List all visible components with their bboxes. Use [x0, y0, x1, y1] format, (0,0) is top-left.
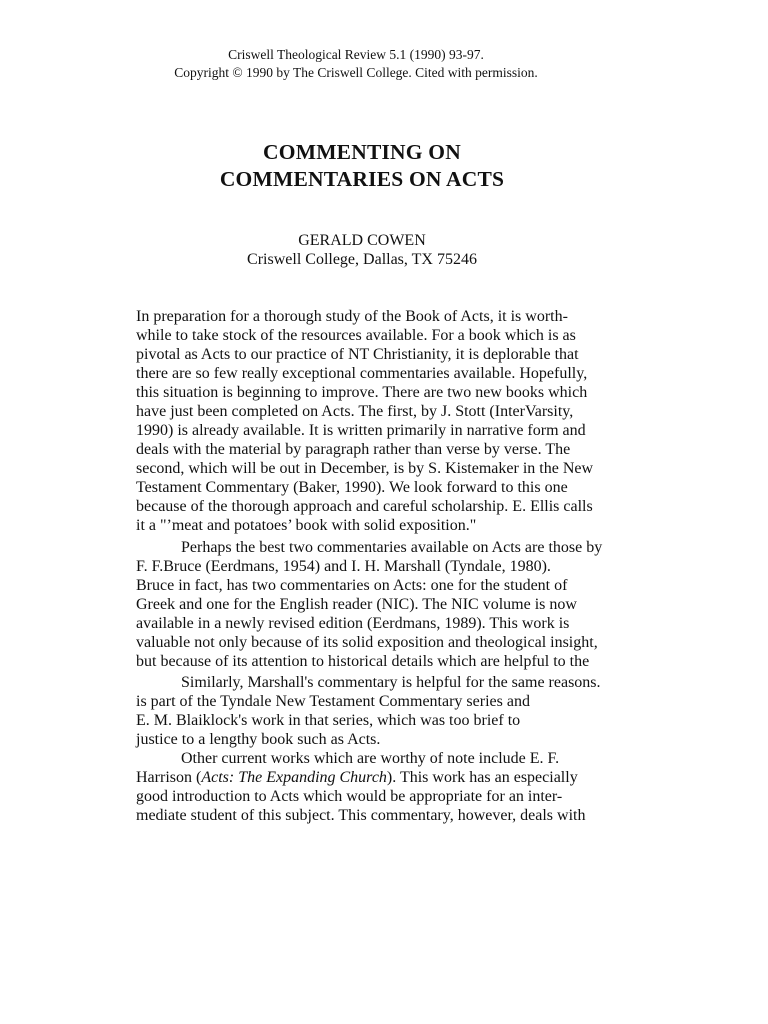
body-line: Bruce in fact, has two commentaries on Acts: one for the student of	[136, 577, 568, 594]
copyright-line: Copyright © 1990 by The Criswell College. Cited with permission.	[174, 65, 538, 80]
body-line: deals with the material by paragraph rather than verse by verse. The	[136, 441, 571, 458]
body-line: there are so few really exceptional commentaries available. Hopefully,	[136, 365, 588, 382]
body-line: F. F.Bruce (Eerdmans, 1954) and I. H. Marshall (Tyndale, 1980).	[136, 558, 551, 575]
citation-line: Criswell Theological Review 5.1 (1990) 93-97.	[228, 47, 484, 62]
body-line: Perhaps the best two commentaries available on Acts are those by	[181, 539, 603, 556]
body-line: because of the thorough approach and careful scholarship. E. Ellis calls	[136, 498, 593, 515]
body-line: justice to a lengthy book such as Acts.	[136, 731, 381, 748]
body-line: is part of the Tyndale New Testament Commentary series and	[136, 693, 530, 710]
body-line: mediate student of this subject. This commentary, however, deals with	[136, 807, 586, 824]
body-line: available in a newly revised edition (Eerdmans, 1989). This work is	[136, 615, 570, 632]
harrison-before: Harrison (	[136, 769, 202, 786]
body-line: second, which will be out in December, is by S. Kistemaker in the New	[136, 460, 594, 477]
body-line: Greek and one for the English reader (NIC). The NIC volume is now	[136, 596, 577, 613]
body-line: pivotal as Acts to our practice of NT Christianity, it is deplorable that	[136, 346, 579, 363]
body-line: but because of its attention to historical details which are helpful to the	[136, 653, 590, 670]
article-title-line-2: COMMENTARIES ON ACTS	[219, 167, 505, 191]
body-line: it a "’meat and potatoes’ book with solid exposition."	[136, 517, 477, 534]
harrison-after: ). This work has an especially	[386, 769, 578, 786]
author-name: GERALD COWEN	[298, 232, 426, 249]
body-line	[136, 768, 578, 787]
author-affiliation: Criswell College, Dallas, TX 75246	[247, 251, 477, 268]
article-title-line-1: COMMENTING ON	[263, 140, 461, 164]
book-title-italic: Acts: The Expanding Church	[201, 769, 387, 786]
body-line: E. M. Blaiklock's work in that series, which was too brief to	[136, 712, 521, 729]
body-line: 1990) is already available. It is written primarily in narrative form and	[136, 422, 586, 439]
body-line: In preparation for a thorough study of the Book of Acts, it is worth-	[136, 308, 568, 325]
body-line: Testament Commentary (Baker, 1990). We look forward to this one	[136, 479, 568, 496]
body-line: valuable not only because of its solid exposition and theological insight,	[136, 634, 598, 651]
body-line: this situation is beginning to improve. There are two new books which	[136, 384, 588, 401]
body-line: Other current works which are worthy of note include E. F.	[181, 750, 560, 767]
body-line: have just been completed on Acts. The first, by J. Stott (InterVarsity,	[136, 403, 574, 420]
body-line: while to take stock of the resources available. For a book which is as	[136, 327, 576, 344]
body-line: Similarly, Marshall's commentary is helpful for the same reasons.	[181, 674, 601, 691]
body-line: good introduction to Acts which would be appropriate for an inter-	[136, 788, 563, 805]
